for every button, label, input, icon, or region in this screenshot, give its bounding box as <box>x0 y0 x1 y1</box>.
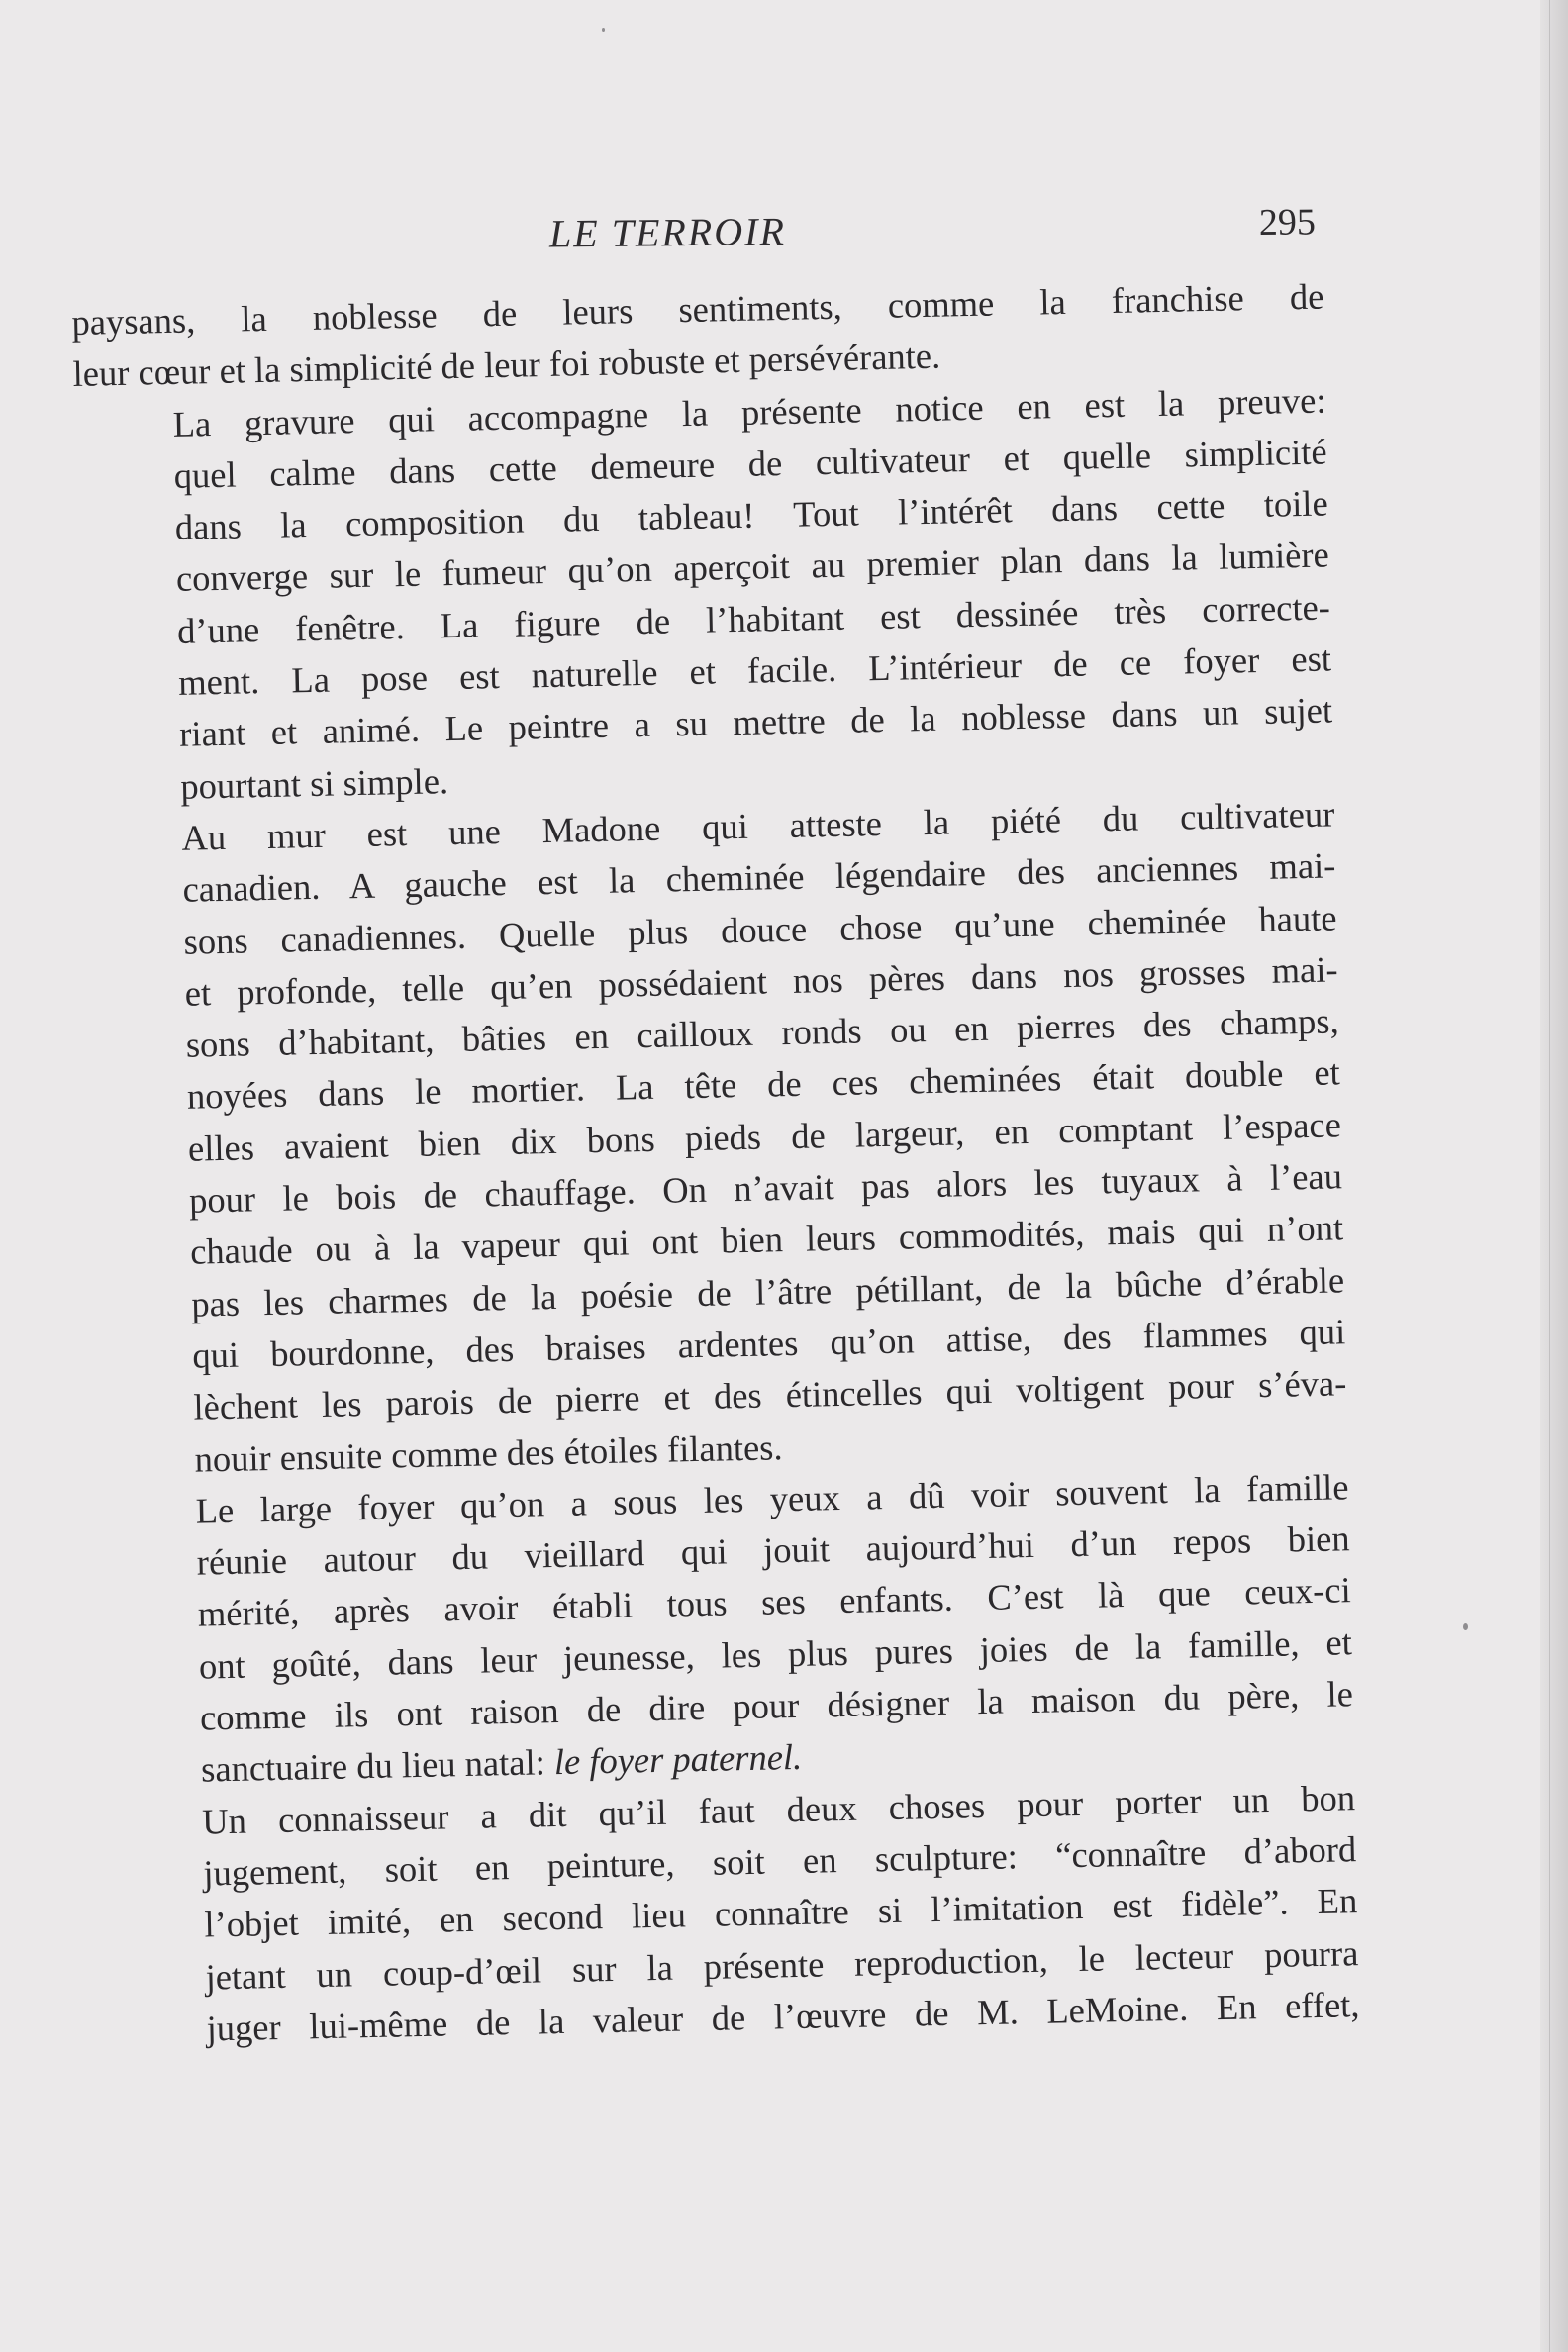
text-line: La gravure qui accompagne la présente notice en est la preuve: <box>172 379 1326 444</box>
text-line: Au mur est une Madone qui atteste la piété du cultivateur <box>181 793 1335 858</box>
text-line: canadien. A gauche est la cheminée légendaire des anciennes mai- <box>182 844 1336 911</box>
text-line: mérité, après avoir établi tous ses enfants. C’est là que ceux-ci <box>197 1569 1352 1635</box>
text-line: Un connaisseur a dit qu’il faut deux choses pour porter un bon <box>201 1776 1356 1842</box>
text-line: paysans, la noblesse de leurs sentiments, comme la franchise de <box>71 275 1324 343</box>
binding-edge <box>1540 0 1568 2352</box>
text-line: ont goûté, dans leur jeunesse, les plus pures joies de la famille, et <box>198 1620 1353 1687</box>
paragraph <box>103 1772 1360 2057</box>
text-line: jugement, soit en peinture, soit en sculpture: “connaître d’abord <box>202 1828 1357 1894</box>
text-line: lèchent les parois de pierre et des étincelles qui voltigent pour s’éva- <box>193 1362 1347 1427</box>
text-line: juger lui-même de la valeur de l’œuvre de M. LeMoine. En effet, <box>206 1983 1360 2049</box>
text-line: ment. La pose est naturelle et facile. L’intérieur de ce foyer est <box>177 637 1332 703</box>
text-line: riant et animé. Le peintre a su mettre de la noblesse dans un sujet <box>178 689 1333 755</box>
text-line: et profonde, telle qu’en possédaient nos pères dans nos grosses mai- <box>184 948 1338 1014</box>
text-line: Le large foyer qu’on a sous les yeux a dû voir souvent la famille <box>195 1466 1349 1531</box>
text-line: pour le bois de chauffage. On n’avait pas alors les tuyaux à l’eau <box>188 1155 1343 1221</box>
text-line: leur cœur et la simplicité de leur foi robuste et persévérante. <box>72 335 941 395</box>
text-line: pas les charmes de la poésie de l’âtre pétillant, de la bûche d’érable <box>190 1258 1345 1324</box>
running-title: LE TERROIR <box>548 209 787 256</box>
text-line: jetant un coup-d’œil sur la présente reproduction, le lecteur pourra <box>205 1931 1359 1998</box>
text-line: d’une fenêtre. La figure de l’habitant est dessinée très correcte- <box>176 586 1331 651</box>
text-line: chaude ou à la vapeur qui ont bien leurs commodités, mais qui n’ont <box>189 1207 1344 1273</box>
text-line: l’objet imité, en second lieu connaître si l’imitation est fidèle”. En <box>204 1880 1358 1945</box>
paragraph <box>82 788 1348 1487</box>
paper-speck <box>602 28 605 32</box>
text-line: pourtant si simple. <box>179 759 449 807</box>
text-line: qui bourdonne, des braises ardentes qu’on attise, des flammes qui <box>191 1311 1346 1376</box>
closing-text: sanctuaire du lieu natal: <box>200 1741 555 1790</box>
paragraph <box>96 1461 1354 1798</box>
page-number: 295 <box>1258 201 1317 245</box>
text-line: noyées dans le mortier. La tête de ces cheminées était double et <box>186 1051 1341 1118</box>
binding-line <box>1549 0 1550 2352</box>
text-line: quel calme dans cette demeure de cultivateur et quelle simplicité <box>173 431 1327 496</box>
text-line: elles avaient bien dix bons pieds de largeur, en comptant l’espace <box>187 1104 1342 1169</box>
text-line: réunie autour du vieillard qui jouit aujourd’hui d’un repos bien <box>196 1518 1350 1583</box>
body-text <box>71 271 1360 2057</box>
text-line: comme ils ont raison de dire pour désigner la maison du père, le <box>199 1673 1354 1738</box>
text-line: nouir ensuite comme des étoiles filantes. <box>194 1425 783 1480</box>
page-header <box>59 196 1327 268</box>
paragraph <box>73 374 1333 815</box>
paper-speck <box>1463 1623 1468 1630</box>
text-line: sons canadiennes. Quelle plus douce chose qu’une cheminée haute <box>183 896 1337 962</box>
text-line: dans la composition du tableau! Tout l’intérêt dans cette toile <box>174 482 1329 548</box>
text-line: sons d’habitant, bâties en cailloux ronds ou en pierres des champs, <box>185 1000 1340 1065</box>
italic-phrase: le foyer paternel. <box>553 1736 803 1783</box>
text-line: converge sur le fumeur qu’on aperçoit au premier plan dans la lumière <box>175 534 1330 600</box>
